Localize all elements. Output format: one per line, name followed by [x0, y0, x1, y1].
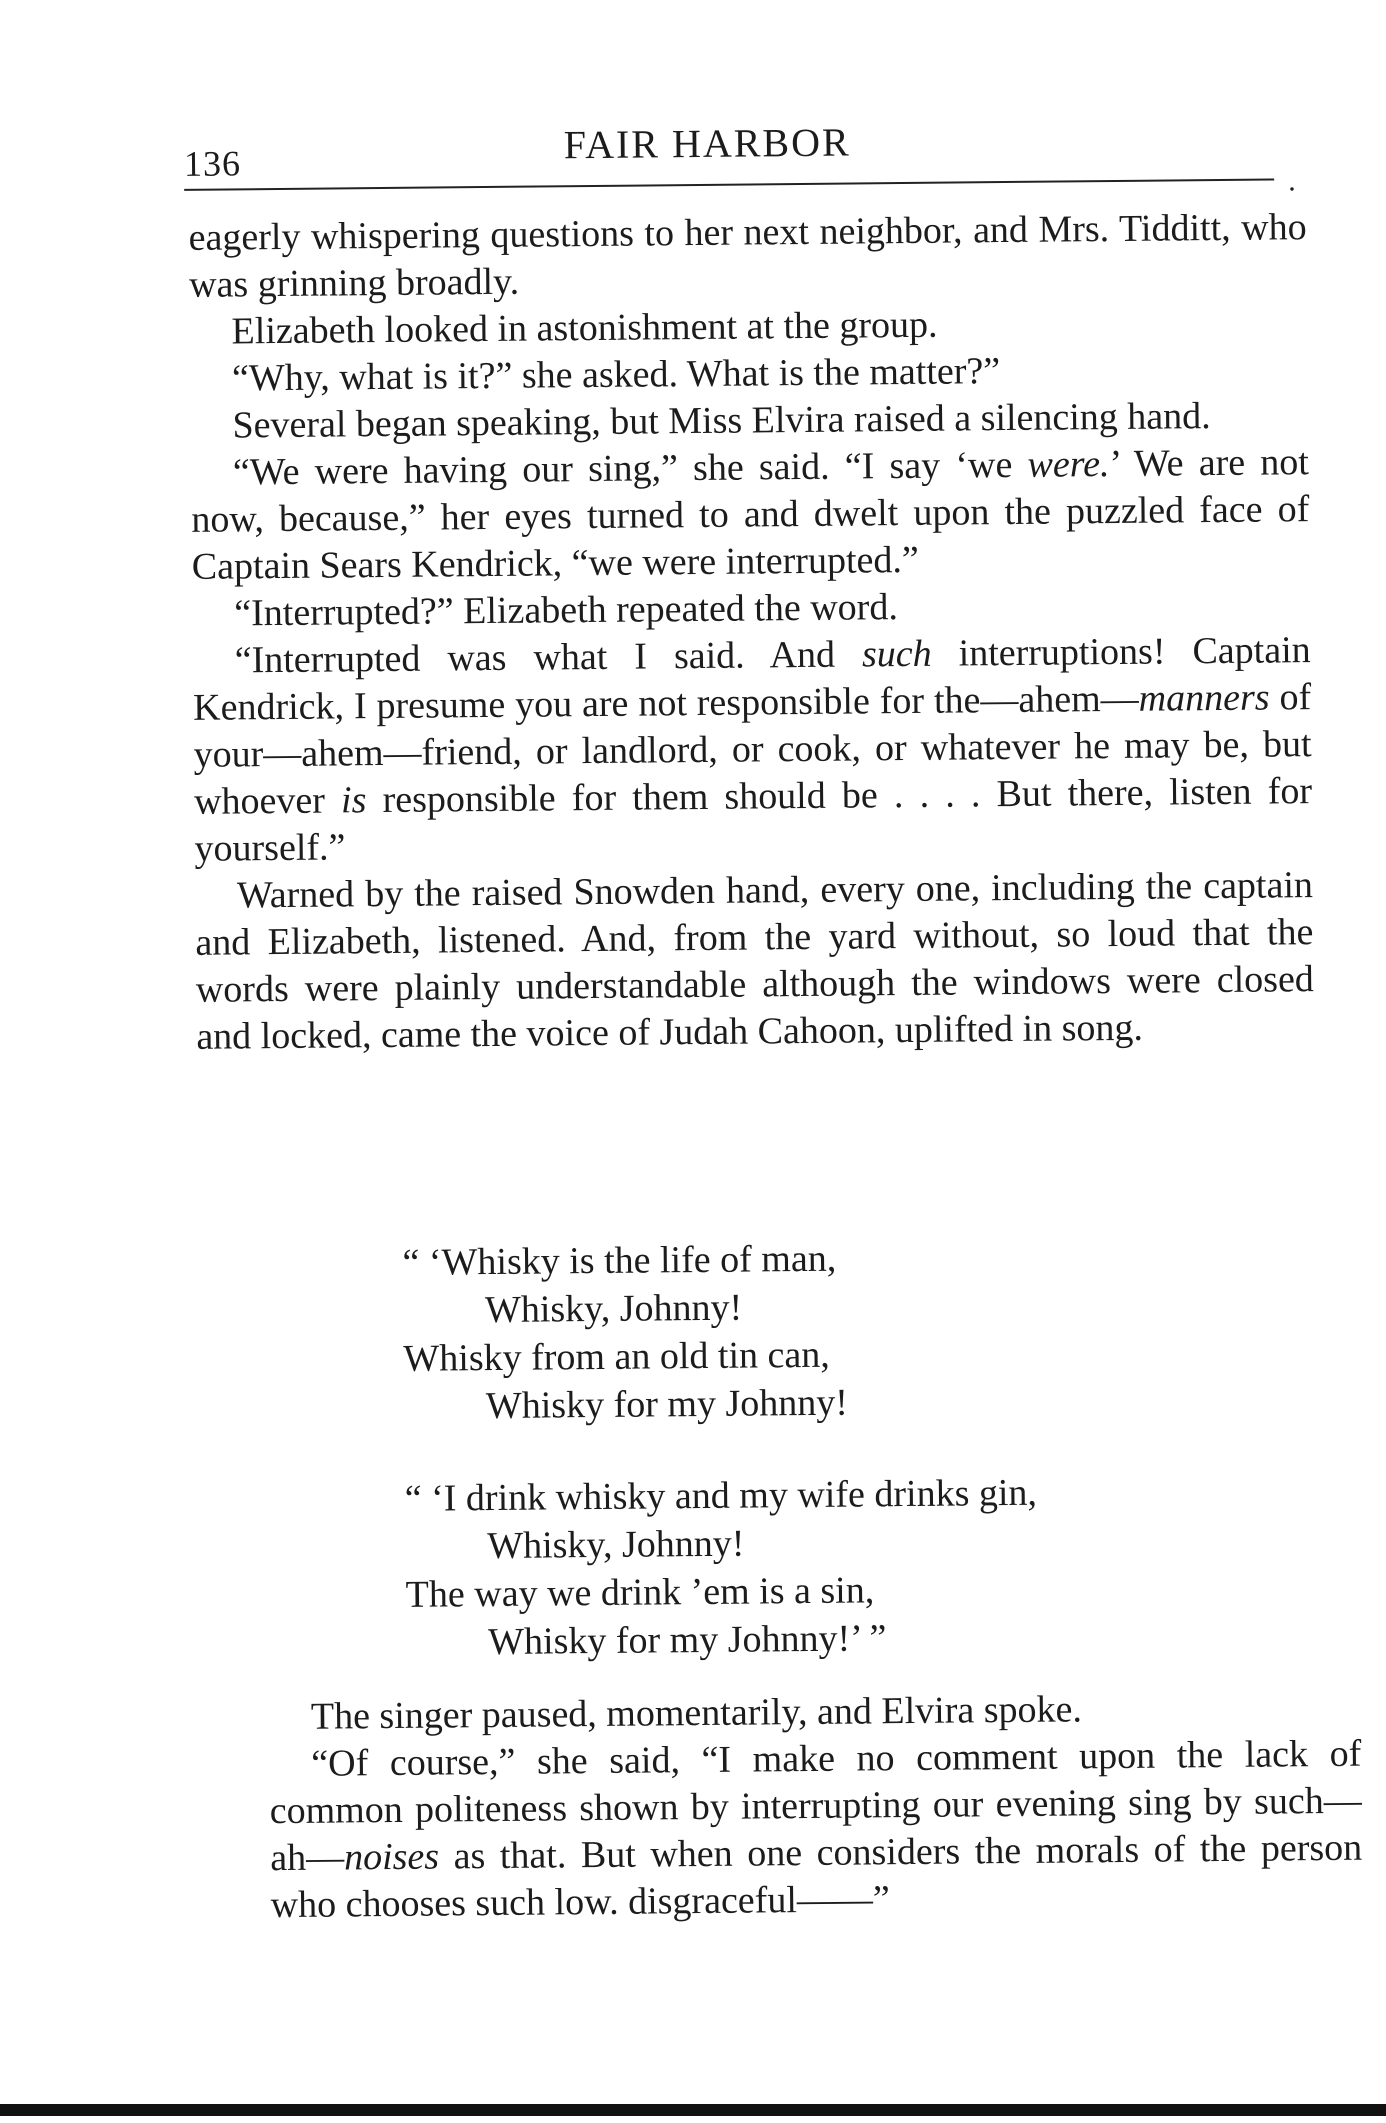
song-stanza-1: [402, 1231, 1224, 1431]
text-run: responsible for them should be . . . . But there, listen for yourself.”: [194, 770, 1313, 870]
paragraph: [191, 439, 1310, 591]
body-text-continued: [269, 1684, 1363, 1929]
verse-line: Whisky for my Johnny!: [485, 1381, 849, 1428]
header-trailing-mark: .: [1288, 164, 1296, 198]
text-run: ’ We are not now, because,” her eyes turned to and dwelt upon the puzzled face of Captain Sears Kendrick, “we were interrupted.”: [191, 441, 1310, 588]
paragraph: “Why, what is it?” she asked. What is the matter?”: [231, 350, 1001, 400]
paragraph: The singer paused, momentarily, and Elvira spoke.: [310, 1688, 1083, 1738]
text-run: of your—ahem—friend, or landlord, or cook, or whatever he may be, but whoever: [193, 676, 1312, 823]
page-header: [183, 112, 1296, 198]
body-text: [188, 204, 1314, 1061]
verse-line: The way we drink ’em is a sin,: [405, 1569, 875, 1616]
text-run: “We were having our sing,” she said. “I say ‘we: [232, 443, 1028, 494]
italic-text: noises: [343, 1835, 440, 1879]
verse-line: “ ‘Whisky is the life of man,: [402, 1237, 837, 1284]
header-rule: [184, 178, 1274, 190]
text-run: “Of course,” she said, “I make no comment upon the lack of common politeness shown by interrupting our evening sing by such—ah—: [269, 1732, 1362, 1880]
text-run: interruptions! Captain Kendrick, I presume you are not responsible for the—ahem—: [192, 629, 1311, 729]
text-run: “Interrupted was what I said. And: [234, 633, 863, 682]
paragraph: “Interrupted?” Elizabeth repeated the word.: [234, 586, 899, 635]
verse-line: Whisky for my Johnny!’ ”: [487, 1617, 887, 1664]
italic-text: is: [340, 779, 367, 822]
page-number: 136: [183, 143, 242, 184]
paragraph: [193, 627, 1313, 873]
italic-text: manners: [1138, 676, 1270, 720]
paragraph: [269, 1731, 1363, 1929]
paragraph: Warned by the raised Snowden hand, every one, including the captain and Elizabeth, listened. And, from the yard without, so loud that the words were plainly understandable although the windows were closed and locked, came the voice of Judah Cahoon, uplifted in song.: [195, 864, 1315, 1058]
scan-bottom-edge: [0, 2104, 1386, 2116]
verse-line: Whisky, Johnny!: [484, 1286, 743, 1332]
text-run: as that. But when one considers the morals of the person who chooses such low. disgraceful——”: [270, 1826, 1363, 1927]
running-title: FAIR HARBOR: [563, 119, 851, 168]
verse-line: Whisky, Johnny!: [487, 1522, 745, 1568]
song-stanza-2: [405, 1467, 1227, 1667]
verse-line: “ ‘I drink whisky and my wife drinks gin,: [404, 1471, 1038, 1520]
paragraph: Elizabeth looked in astonishment at the group.: [231, 303, 938, 353]
paragraph: Several began speaking, but Miss Elvira raised a silencing hand.: [232, 395, 1211, 447]
italic-text: were.: [1027, 443, 1110, 486]
italic-text: such: [861, 632, 932, 676]
paragraph-continuation: eagerly whispering questions to her next neighbor, and Mrs. Tidditt, who was grinning broadly.: [188, 206, 1307, 306]
verse-line: Whisky from an old tin can,: [403, 1333, 830, 1380]
